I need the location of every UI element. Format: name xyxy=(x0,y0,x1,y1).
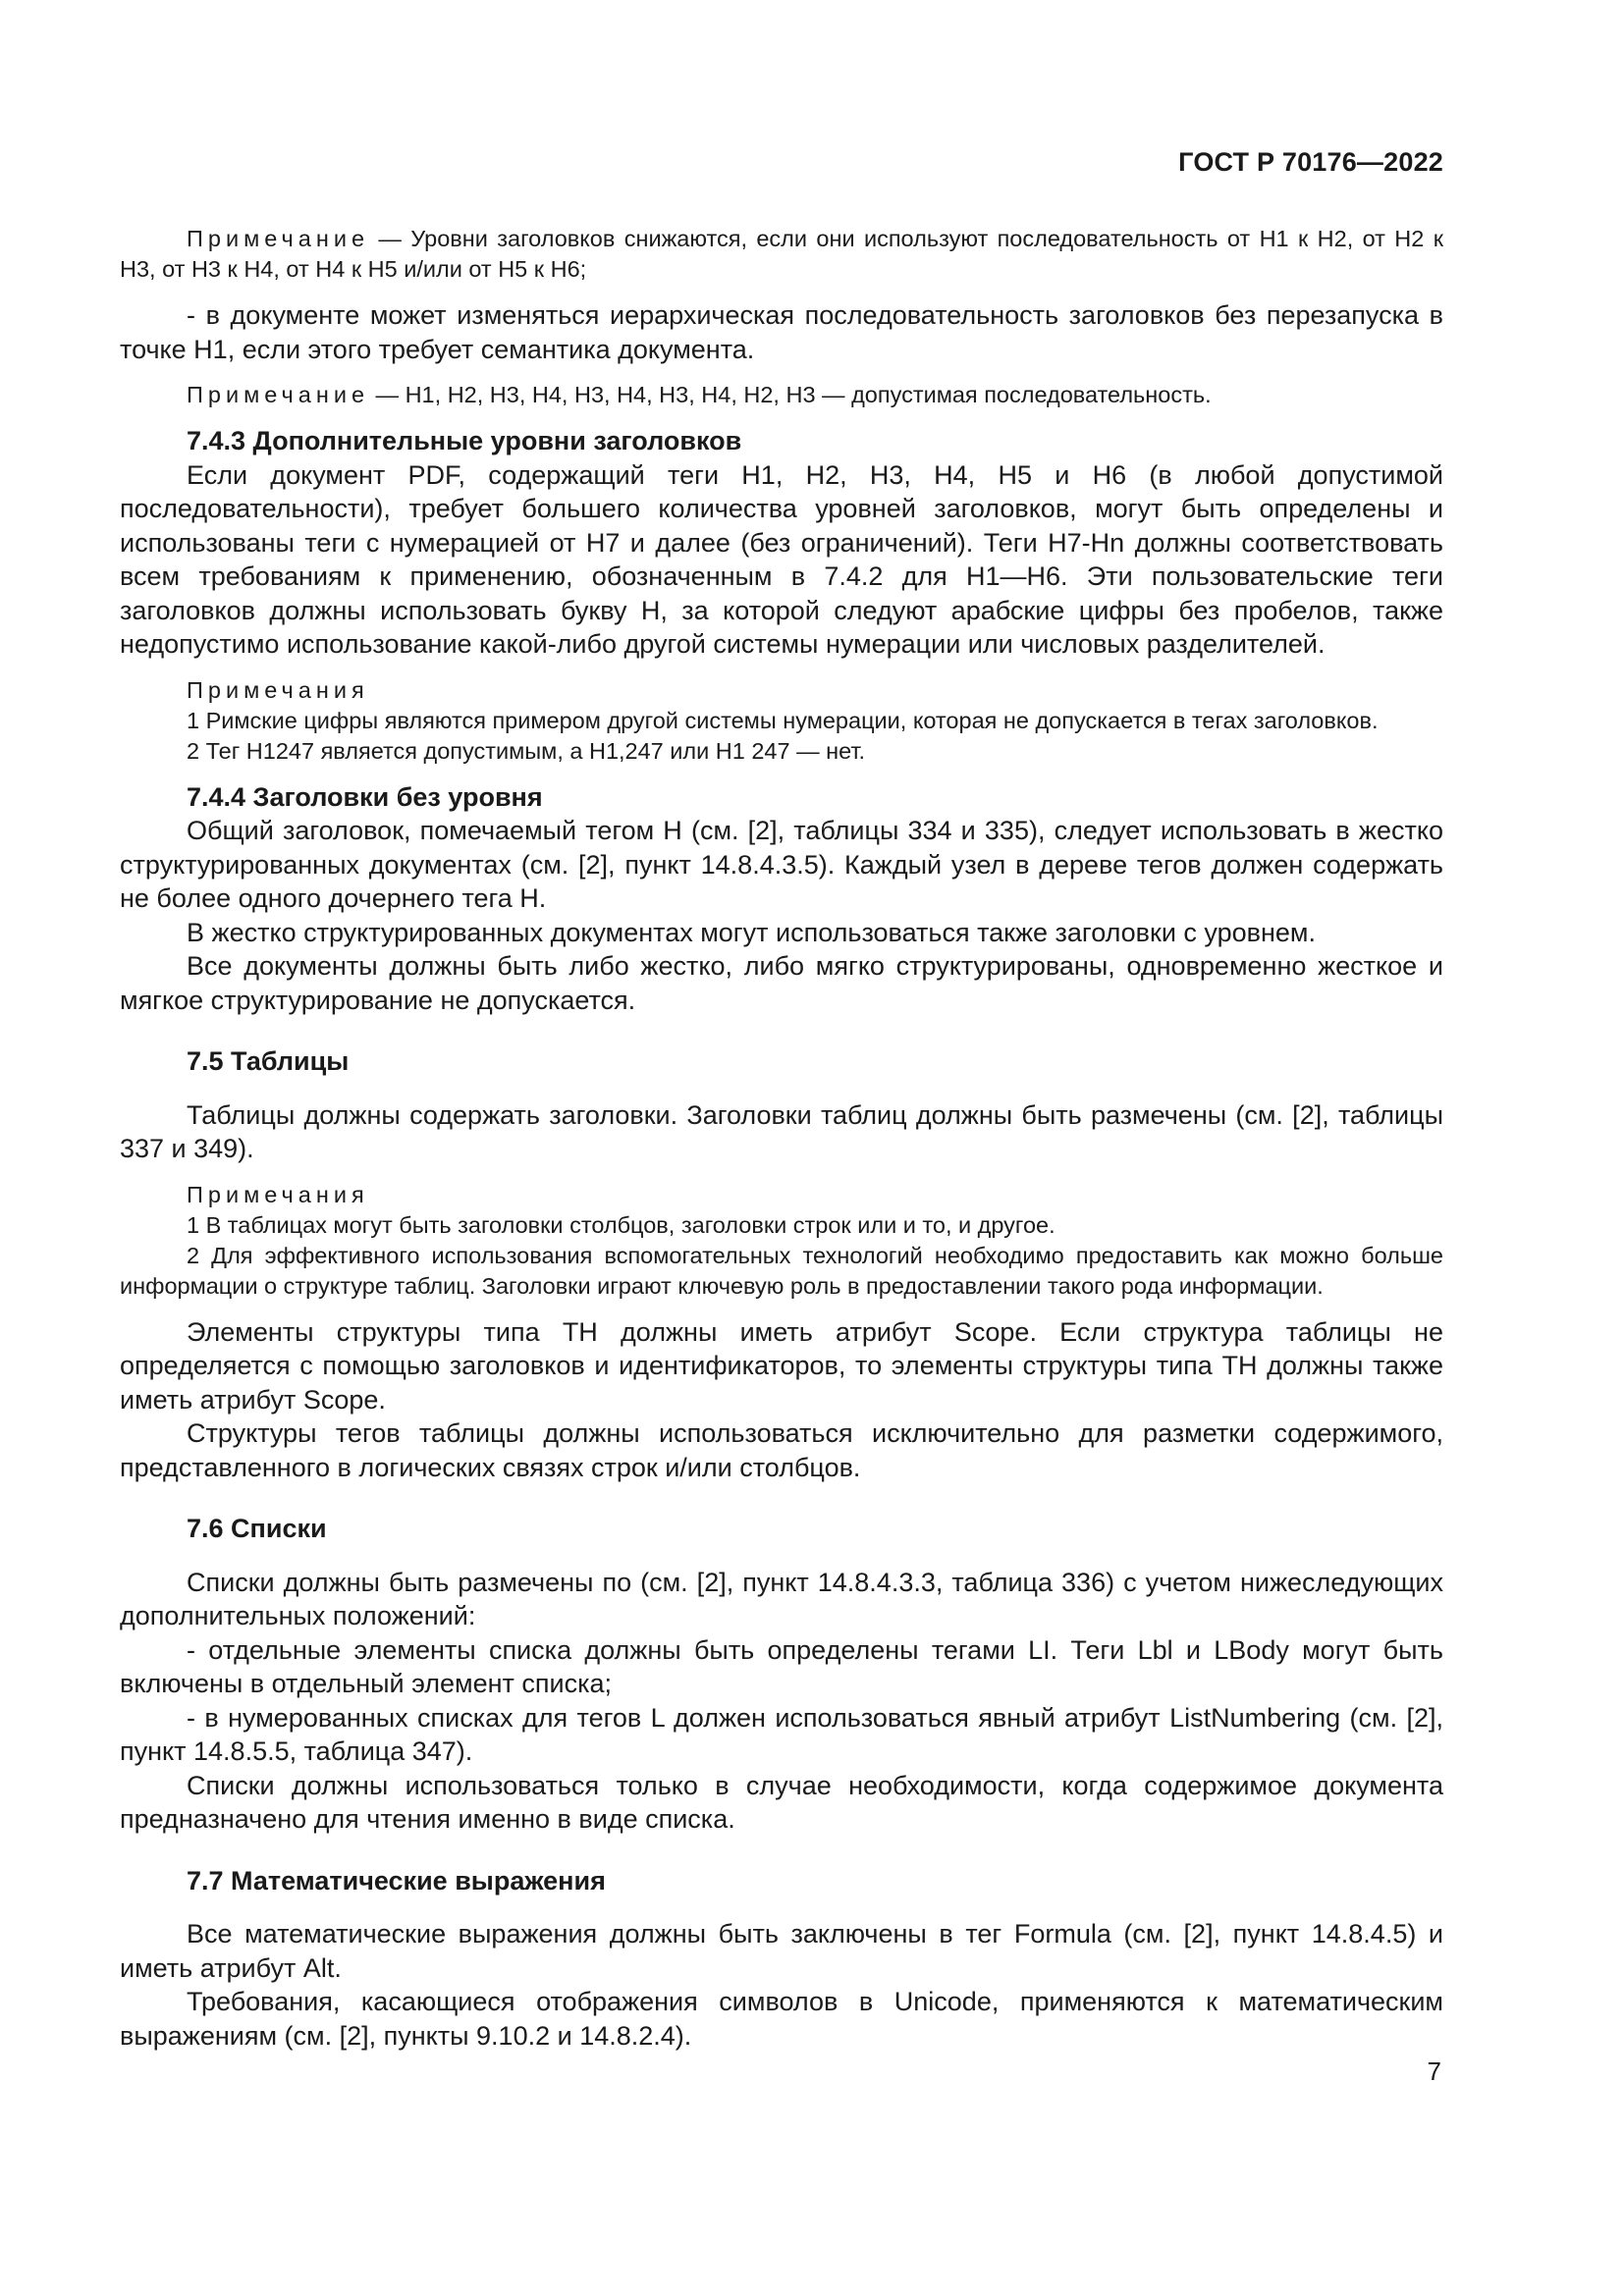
paragraph: Если документ PDF, содержащий теги H1, H2, H3, H4, H5 и H6 (в любой допустимой последовательности), требует большего количества уровней заголовков, могут быть определены и использованы теги с нумерацией от H7 и далее (без ограничений). Теги H7-Hn должны соответствовать всем требованиям к применению, обозначенным в 7.4.2 для H1—H6. Эти пользовательские теги заголовков должны использовать букву H, за которой следуют арабские цифры без пробелов, также недопустимо использование какой-либо другой системы нумерации или числовых разделителей. xyxy=(120,459,1443,659)
paragraph: Структуры тегов таблицы должны использоваться исключительно для разметки содержимого, представленного в логических связях строк и/или столбцов. xyxy=(120,1418,1443,1482)
note-item: 2 Тег H1247 является допустимым, а H1,247 или H1 247 — нет. xyxy=(187,737,866,764)
note-item: 1 Римские цифры являются примером другой системы нумерации, которая не допускается в тегах заголовков. xyxy=(187,707,1379,733)
notes-heading: Примечания xyxy=(187,1181,369,1207)
section-heading-7-4-3: 7.4.3 Дополнительные уровни заголовков xyxy=(187,426,742,455)
paragraph: Списки должны использоваться только в случае необходимости, когда содержимое документа предназначено для чтения именно в виде списка. xyxy=(120,1770,1443,1834)
note-2 xyxy=(120,380,1443,410)
note-text: — H1, H2, H3, H4, H3, H4, H3, H4, H2, H3 — допустимая последовательность. xyxy=(369,382,1212,407)
paragraph: - в документе может изменяться иерархическая последовательность заголовков без перезапуска в точке H1, если этого требует семантика документа. xyxy=(120,300,1443,364)
document-code: ГОСТ Р 70176—2022 xyxy=(1178,147,1443,177)
list-paragraph: - в нумерованных списках для тегов L должен использоваться явный атрибут ListNumbering (см. [2], пункт 14.8.5.5, таблица 347). xyxy=(120,1702,1443,1766)
section-heading-7-4-4: 7.4.4 Заголовки без уровня xyxy=(187,781,543,812)
section-heading-7-7: 7.7 Математические выражения xyxy=(187,1865,606,1896)
note-text: — Уровни заголовков снижаются, если они используют последовательность от H1 к H2, от H2 к H3, от H3 к H4, от H4 к H5 и/или от H5 к H6; xyxy=(120,226,1443,282)
paragraph: Списки должны быть размечены по (см. [2], пункт 14.8.4.3.3, таблица 336) с учетом нижеследующих дополнительных положений: xyxy=(120,1567,1443,1630)
note-item: 1 В таблицах могут быть заголовки столбцов, заголовки строк или и то, и другое. xyxy=(187,1211,1056,1238)
paragraph: Элементы структуры типа TH должны иметь атрибут Scope. Если структура таблицы не определяется с помощью заголовков и идентификаторов, то элементы структуры типа TH должны также иметь атрибут Scope. xyxy=(120,1316,1443,1415)
paragraph: Таблицы должны содержать заголовки. Заголовки таблиц должны быть размечены (см. [2], таблицы 337 и 349). xyxy=(120,1099,1443,1163)
paragraph: Все документы должны быть либо жестко, либо мягко структурированы, одновременно жесткое и мягкое структурирование не допускается. xyxy=(120,951,1443,1015)
list-paragraph: - отдельные элементы списка должны быть определены тегами LI. Теги Lbl и LBody могут быть включены в отдельный элемент списка; xyxy=(120,1634,1443,1698)
paragraph: В жестко структурированных документах могут использоваться также заголовки с уровнем. xyxy=(187,917,1316,947)
note-1 xyxy=(120,224,1443,285)
paragraph: Требования, касающиеся отображения символов в Unicode, применяются к математическим выражениям (см. [2], пункты 9.10.2 и 14.8.2.4). xyxy=(120,1987,1443,2051)
notes-heading: Примечания xyxy=(187,676,369,703)
page-number: 7 xyxy=(1427,2056,1441,2086)
section-heading-7-5: 7.5 Таблицы xyxy=(187,1046,350,1076)
note-item: 2 Для эффективного использования вспомогательных технологий необходимо предоставить как можно больше информации о структуре таблиц. Заголовки играют ключевую роль в предоставлении такого рода информации. xyxy=(120,1242,1443,1299)
paragraph: Все математические выражения должны быть заключены в тег Formula (см. [2], пункт 14.8.4.5) и иметь атрибут Alt. xyxy=(120,1919,1443,1983)
paragraph: Общий заголовок, помечаемый тегом H (см. [2], таблицы 334 и 335), следует использовать в жестко структурированных документах (см. [2], пункт 14.8.4.3.5). Каждый узел в дереве тегов должен содержать не более одного дочернего тега H. xyxy=(120,816,1443,913)
page-content xyxy=(120,224,1443,2053)
section-heading-7-6: 7.6 Списки xyxy=(187,1514,327,1543)
note-label: Примечание xyxy=(187,226,370,251)
note-label: Примечание xyxy=(187,382,370,407)
